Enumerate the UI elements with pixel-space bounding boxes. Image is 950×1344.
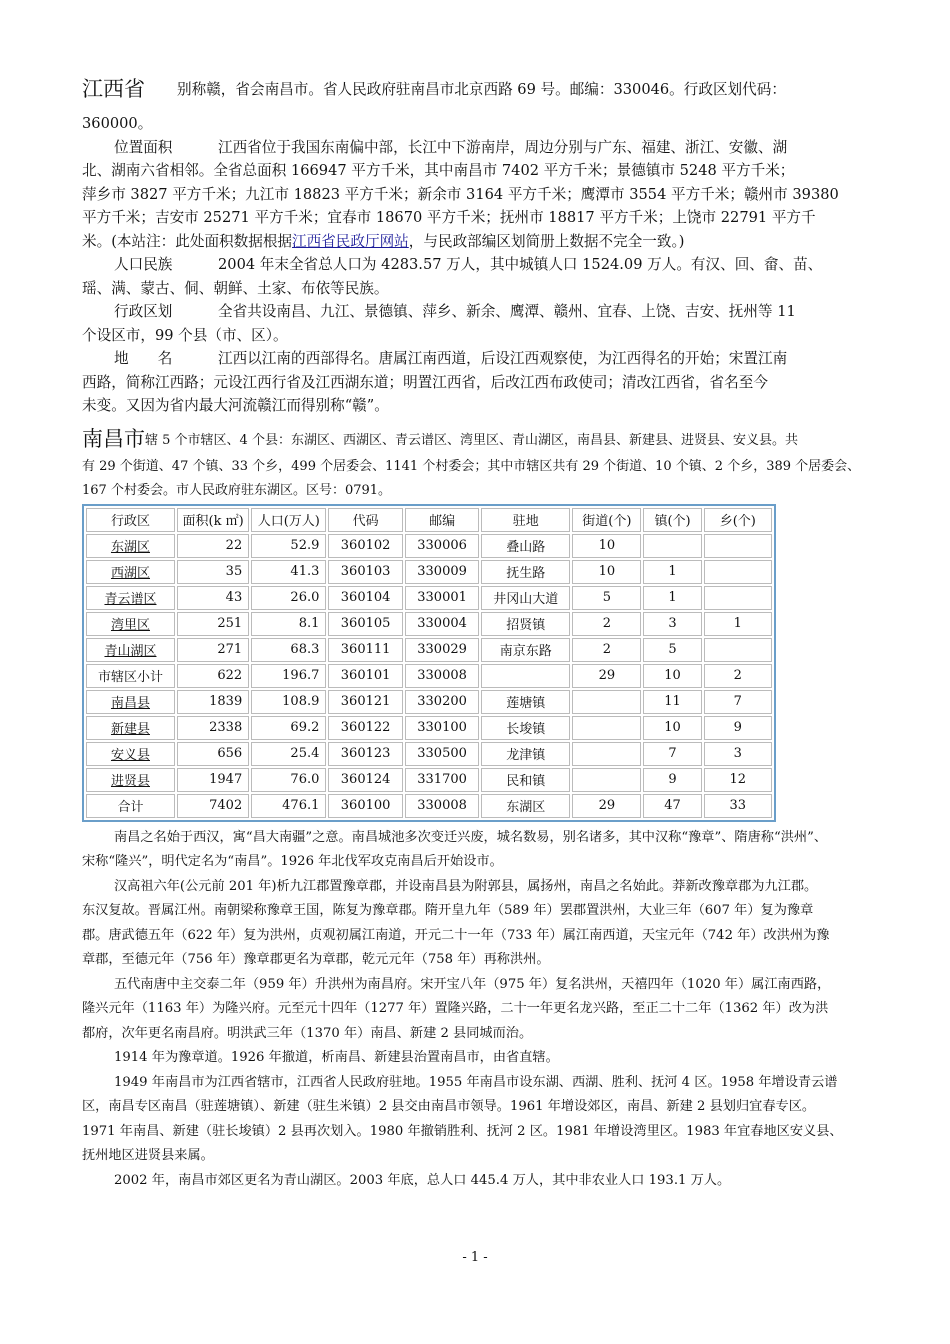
history-line: 隆兴元年（1163 年）为隆兴府。元至元十四年（1277 年）置隆兴路，二十一年更名龙兴路，至正二十二年（1362 年）改为洪 — [82, 1001, 829, 1016]
table-cell: 47 — [643, 794, 701, 818]
table-cell: 10 — [643, 716, 701, 740]
history-line: 区，南昌专区南昌（驻莲塘镇）、新建（驻生米镇）2 县交由南昌市领导。1961 年增设郊区，南昌、新建 2 县划归宜春专区。 — [82, 1099, 816, 1114]
table-cell: 360100 — [328, 794, 402, 818]
table-cell: 330500 — [405, 742, 479, 766]
city-title: 南昌市 — [82, 426, 145, 451]
table-cell: 叠山路 — [481, 534, 570, 558]
table-cell: 25.4 — [251, 742, 326, 766]
history-line: 南昌之名始于西汉，寓“昌大南疆”之意。南昌城池多次变迁兴废，城名数易，别名诸多，其中汉称“豫章”、隋唐称“洪州”、 — [114, 829, 828, 845]
history-line: 1914 年为豫章道。1926 年撤道，析南昌、新建县治置南昌市，由省直辖。 — [114, 1050, 559, 1065]
table-cell: 1 — [704, 612, 772, 636]
table-cell: 196.7 — [251, 664, 326, 688]
table-cell — [704, 560, 772, 584]
table-header-cell: 行政区 — [86, 508, 175, 532]
location-line: 位置面积 江西省位于我国东南偏中部，长江中下游南岸，周边分别与广东、福建、浙江、安徽、湖 — [82, 136, 872, 160]
table-cell: 井冈山大道 — [481, 586, 570, 610]
history-line: 抚州地区进贤县来属。 — [82, 1148, 214, 1163]
province-header — [82, 70, 872, 104]
table-cell: 8.1 — [251, 612, 326, 636]
district-cell — [86, 768, 175, 792]
district-link[interactable]: 新建县 — [110, 722, 150, 737]
table-header-cell: 街道(个) — [572, 508, 641, 532]
location-note: 米。(本站注：此处面积数据根据江西省民政厅网站，与民政部编区划简册上数据不完全一致。) — [82, 232, 685, 250]
table-cell: 330006 — [405, 534, 479, 558]
table-cell: 招贤镇 — [481, 612, 570, 636]
table-cell: 622 — [177, 664, 249, 688]
table-cell: 22 — [177, 534, 249, 558]
table-row — [86, 612, 772, 636]
history-line: 五代南唐中主交泰二年（959 年）升洪州为南昌府。宋开宝八年（975 年）复名洪州，天禧四年（1020 年）属江南西路， — [114, 976, 831, 992]
table-cell: 476.1 — [251, 794, 326, 818]
history-line: 1949 年南昌市为江西省辖市，江西省人民政府驻地。1955 年南昌市设东湖、西湖、胜利、抚河 4 区。1958 年增设青云谱 — [114, 1074, 838, 1090]
table-cell: 10 — [572, 560, 641, 584]
table-header-cell: 代码 — [328, 508, 402, 532]
province-title: 江西省 — [82, 77, 145, 101]
document-page — [82, 70, 872, 1193]
table-row — [86, 690, 772, 714]
table-cell: 69.2 — [251, 716, 326, 740]
table-row — [86, 742, 772, 766]
table-cell: 3 — [704, 742, 772, 766]
table-cell — [572, 690, 641, 714]
division-section: 行政区划 全省共设南昌、九江、景德镇、萍乡、新余、鹰潭、赣州、宜春、上饶、吉安、抚州等 11 个设区市，99 个县（市、区）。 — [82, 300, 872, 347]
table-cell: 330004 — [405, 612, 479, 636]
table-cell: 1947 — [177, 768, 249, 792]
table-header-row — [86, 508, 772, 532]
district-cell — [86, 690, 175, 714]
table-header-cell: 驻地 — [481, 508, 570, 532]
table-cell: 360111 — [328, 638, 402, 662]
district-cell — [86, 638, 175, 662]
table-cell: 7 — [704, 690, 772, 714]
table-row — [86, 664, 772, 688]
table-cell: 41.3 — [251, 560, 326, 584]
table-cell: 莲塘镇 — [481, 690, 570, 714]
city-intro-line: 辖 5 个市辖区、4 个县：东湖区、西湖区、青云谱区、湾里区、青山湖区，南昌县、新建县、进贤县、安义县。共 — [145, 432, 798, 448]
history-section — [82, 826, 872, 1194]
district-link[interactable]: 安义县 — [110, 748, 150, 763]
history-line: 宋称“隆兴”，明代定名为“南昌”。1926 年北伐军攻克南昌后开始设市。 — [82, 854, 503, 869]
table-cell: 68.3 — [251, 638, 326, 662]
table-cell: 12 — [704, 768, 772, 792]
history-line: 汉高祖六年(公元前 201 年)析九江郡置豫章郡，并设南昌县为附郭县，属扬州，南昌之名始此。莽新改豫章郡为九江郡。 — [114, 878, 818, 894]
table-cell — [572, 768, 641, 792]
population-section: 人口民族 2004 年末全省总人口为 4283.57 万人，其中城镇人口 1524.09 万人。有汉、回、畲、苗、 瑶、满、蒙古、侗、朝鲜、土家、布依等民族。 — [82, 253, 872, 300]
table-cell: 360105 — [328, 612, 402, 636]
table-cell: 26.0 — [251, 586, 326, 610]
table-cell: 9 — [643, 768, 701, 792]
table-cell: 108.9 — [251, 690, 326, 714]
table-cell: 11 — [643, 690, 701, 714]
district-link[interactable]: 东湖区 — [110, 540, 150, 555]
district-link[interactable]: 湾里区 — [110, 618, 150, 633]
table-cell: 长埈镇 — [481, 716, 570, 740]
table-row — [86, 638, 772, 662]
table-header-cell: 人口(万人) — [251, 508, 326, 532]
district-cell — [86, 560, 175, 584]
table-cell: 1 — [643, 586, 701, 610]
history-line: 章郡，至德元年（756 年）豫章郡更名为章郡，乾元元年（758 年）再称洪州。 — [82, 952, 550, 967]
district-link[interactable]: 青云谱区 — [104, 592, 157, 607]
table-cell: 10 — [572, 534, 641, 558]
district-link[interactable]: 西湖区 — [110, 566, 150, 581]
district-cell — [86, 534, 175, 558]
table-cell: 360123 — [328, 742, 402, 766]
table-cell: 抚生路 — [481, 560, 570, 584]
table-cell: 市辖区小计 — [86, 664, 175, 688]
location-section — [82, 136, 872, 254]
district-link[interactable]: 南昌县 — [110, 696, 150, 711]
table-cell: 2 — [704, 664, 772, 688]
table-cell: 2 — [572, 612, 641, 636]
table-row — [86, 716, 772, 740]
history-line: 都府，次年更名南昌府。明洪武三年（1370 年）南昌、新建 2 县同城而治。 — [82, 1025, 533, 1041]
city-header — [82, 424, 872, 454]
table-cell: 5 — [643, 638, 701, 662]
table-cell: 龙津镇 — [481, 742, 570, 766]
table-cell: 360121 — [328, 690, 402, 714]
table-cell: 43 — [177, 586, 249, 610]
minzheng-link[interactable]: 江西省民政厅网站 — [292, 232, 409, 250]
table-cell: 360122 — [328, 716, 402, 740]
population-label: 人口民族 — [114, 256, 173, 273]
location-line: 平方千米；吉安市 25271 平方千米；宜春市 18670 平方千米；抚州市 18817 平方千米；上饶市 22791 平方千 — [82, 209, 816, 226]
table-cell: 330200 — [405, 690, 479, 714]
table-cell: 3 — [643, 612, 701, 636]
district-table — [82, 504, 776, 822]
location-line: 北、湖南六省相邻。全省总面积 166947 平方千米，其中南昌市 7402 平方千米；景德镇市 5248 平方千米； — [82, 162, 795, 179]
location-line: 萍乡市 3827 平方千米；九江市 18823 平方千米；新余市 3164 平方千米；鹰潭市 3554 平方千米；赣州市 39380 — [82, 185, 839, 203]
table-cell: 2 — [572, 638, 641, 662]
history-line: 郡。唐武德五年（622 年）复为洪州，贞观初属江南道，开元二十一年（733 年）属江南西道，天宝元年（742 年）改洪州为豫 — [82, 927, 830, 943]
city-intro-line: 167 个村委会。市人民政府驻东湖区。区号：0791。 — [82, 482, 392, 498]
history-line: 东汉复故。晋属江州。南朝梁称豫章王国，陈复为豫章郡。隋开皇九年（589 年）罢郡置洪州，大业三年（607 年）复为豫章 — [82, 903, 814, 918]
table-cell: 251 — [177, 612, 249, 636]
table-cell: 5 — [572, 586, 641, 610]
table-cell: 52.9 — [251, 534, 326, 558]
table-row — [86, 534, 772, 558]
table-header-cell: 面积(k ㎡) — [177, 508, 249, 532]
table-cell — [704, 638, 772, 662]
table-cell: 330008 — [405, 794, 479, 818]
province-intro: 别称赣，省会南昌市。省人民政府驻南昌市北京西路 69 号。邮编：330046。行政区划代码： — [177, 81, 786, 98]
table-cell — [704, 586, 772, 610]
district-cell — [86, 742, 175, 766]
table-cell — [704, 534, 772, 558]
district-cell — [86, 612, 175, 636]
table-cell: 330009 — [405, 560, 479, 584]
district-cell — [86, 716, 175, 740]
district-link[interactable]: 进贤县 — [110, 774, 150, 789]
district-link[interactable]: 青山湖区 — [104, 644, 157, 659]
table-cell: 7 — [643, 742, 701, 766]
table-cell: 合计 — [86, 794, 175, 818]
city-intro-line: 有 29 个街道、47 个镇、33 个乡，499 个居委会、1141 个村委会；其中市辖区共有 29 个街道、10 个镇、2 个乡，389 个居委会、 — [82, 458, 861, 474]
table-cell: 1839 — [177, 690, 249, 714]
table-cell: 10 — [643, 664, 701, 688]
table-cell: 330100 — [405, 716, 479, 740]
table-cell: 南京东路 — [481, 638, 570, 662]
table-cell: 360102 — [328, 534, 402, 558]
table-header-cell: 镇(个) — [643, 508, 701, 532]
province-code: 360000。 — [82, 115, 153, 132]
table-cell: 330029 — [405, 638, 479, 662]
table-cell: 民和镇 — [481, 768, 570, 792]
table-cell: 33 — [704, 794, 772, 818]
table-cell — [481, 664, 570, 688]
table-cell: 9 — [704, 716, 772, 740]
table-cell: 1 — [643, 560, 701, 584]
table-row — [86, 560, 772, 584]
table-cell: 360104 — [328, 586, 402, 610]
location-label: 位置面积 — [114, 138, 173, 156]
table-cell: 360101 — [328, 664, 402, 688]
table-row — [86, 794, 772, 818]
table-cell: 东湖区 — [481, 794, 570, 818]
table-cell: 29 — [572, 664, 641, 688]
table-header-cell: 乡(个) — [704, 508, 772, 532]
table-cell: 330001 — [405, 586, 479, 610]
page-number: - 1 - — [462, 1250, 488, 1265]
table-cell: 7402 — [177, 794, 249, 818]
name-origin-section: 地 名 江西以江南的西部得名。唐属江南西道，后设江西观察使，为江西得名的开始；宋置江南 西路，简称江西路；元设江西行省及江西湖东道；明置江西省，后改江西布政使司；清改江西省，省名至今 未变。又因为省内最大河流赣江而得别称“赣”。 — [82, 347, 872, 418]
table-header-cell: 邮编 — [405, 508, 479, 532]
history-line: 1971 年南昌、新建（驻长埈镇）2 县再次划入。1980 年撤销胜利、抚河 2 区。1981 年增设湾里区。1983 年宜春地区安义县、 — [82, 1123, 843, 1139]
table-cell — [643, 534, 701, 558]
table-cell: 360124 — [328, 768, 402, 792]
table-cell: 2338 — [177, 716, 249, 740]
table-cell: 271 — [177, 638, 249, 662]
table-cell: 35 — [177, 560, 249, 584]
division-label: 行政区划 — [114, 303, 173, 320]
table-cell: 331700 — [405, 768, 479, 792]
table-cell: 360103 — [328, 560, 402, 584]
table-cell: 656 — [177, 742, 249, 766]
table-row — [86, 586, 772, 610]
table-cell: 29 — [572, 794, 641, 818]
table-cell: 330008 — [405, 664, 479, 688]
table-cell — [572, 742, 641, 766]
table-row — [86, 768, 772, 792]
district-cell — [86, 586, 175, 610]
name-origin-label: 地 名 — [114, 350, 173, 367]
table-cell — [572, 716, 641, 740]
history-line: 2002 年，南昌市郊区更名为青山湖区。2003 年底，总人口 445.4 万人，其中非农业人口 193.1 万人。 — [114, 1172, 731, 1188]
table-cell: 76.0 — [251, 768, 326, 792]
